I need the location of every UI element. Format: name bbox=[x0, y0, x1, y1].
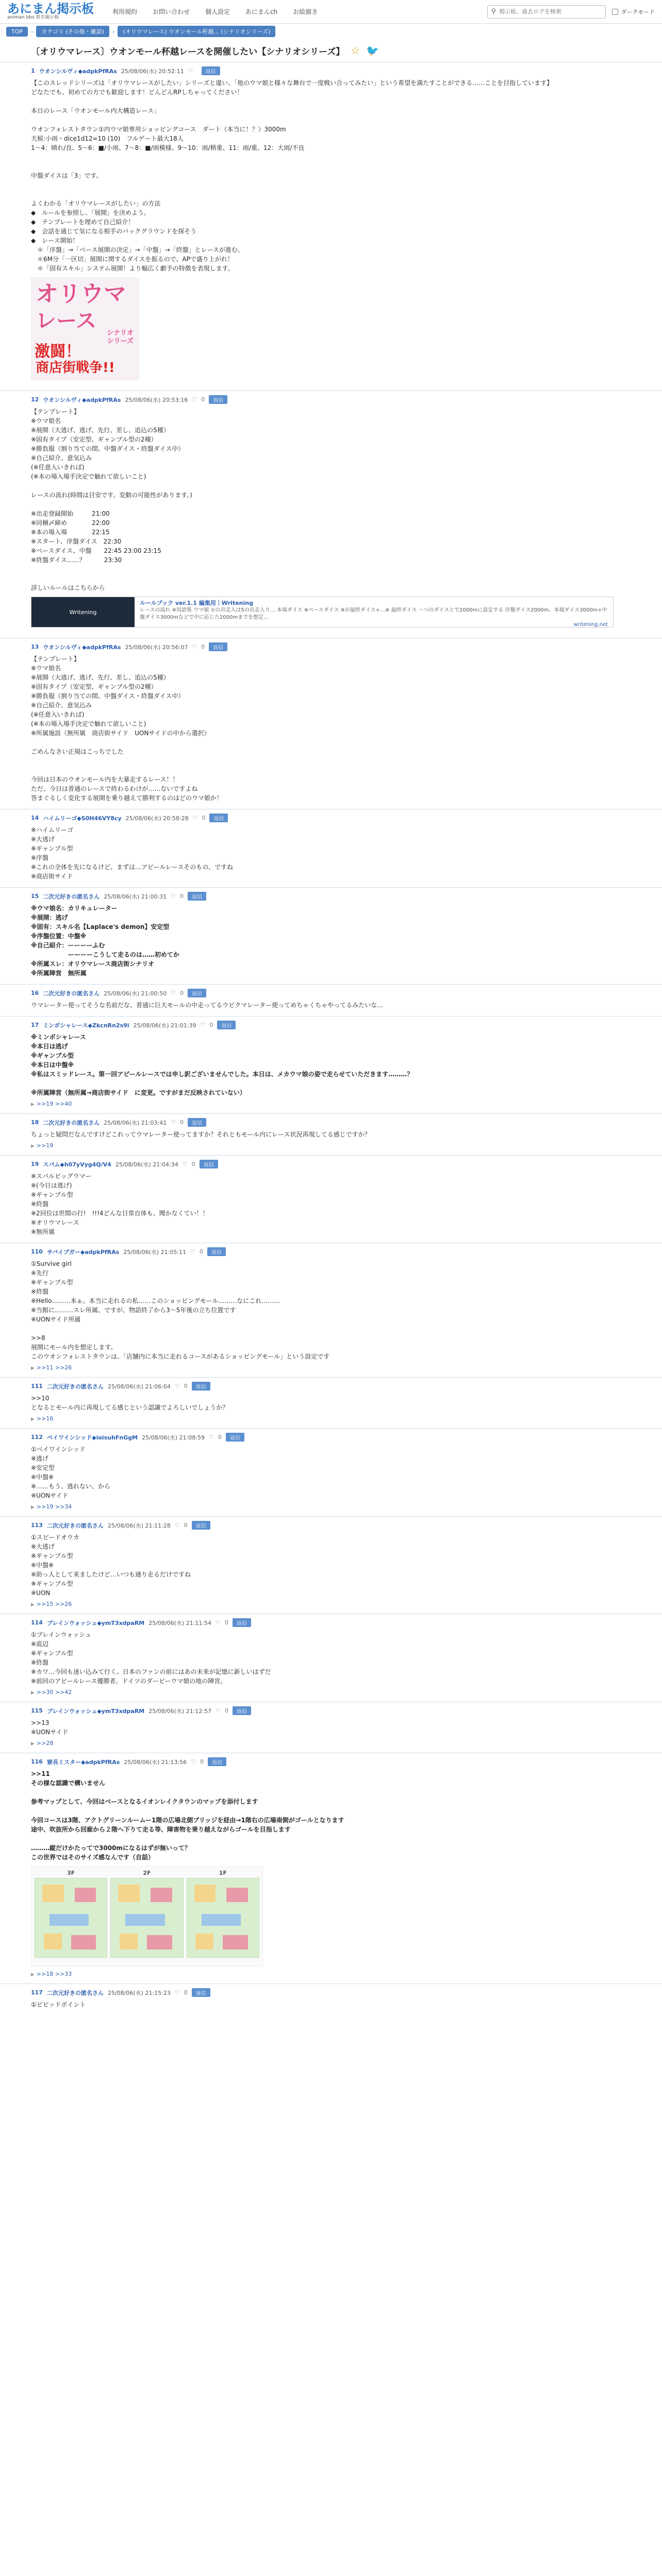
heart-icon[interactable]: ♡ bbox=[191, 1758, 196, 1765]
post-date: 25/08/06(水) 21:12:57 bbox=[148, 1707, 212, 1715]
heart-icon[interactable]: ♡ bbox=[190, 1248, 195, 1255]
heart-icon[interactable]: ♡ bbox=[182, 1161, 188, 1167]
floor-plan bbox=[110, 1878, 183, 1958]
like-count: 0 bbox=[184, 1383, 188, 1389]
heart-icon[interactable]: ♡ bbox=[192, 643, 197, 650]
post-author: 二次元好きの匿名さん bbox=[46, 1383, 104, 1390]
nav-oekaki[interactable]: お絵描き bbox=[293, 8, 318, 15]
anchor-links[interactable]: >>16 bbox=[36, 1415, 54, 1422]
link-card-title: ルールブック ver.1.1 編集用｜Writening bbox=[140, 600, 253, 606]
post bbox=[0, 638, 662, 809]
anchor-links[interactable]: >>11 >>26 bbox=[36, 1364, 72, 1371]
post bbox=[0, 1614, 662, 1702]
post-body: >>11 その様な認識で構いません 参考マップとして、今回はベースとなるイオンレイクタウンのマップを添付します 今回コースは3階、アクトグリーンルームー1階の広場北側ブリッジを経由→1階右の広場南側がゴールとなります 途中、吹抜所から回廊から２階へ下りて走る等、障害物を乗り越えながらゴールを目指します ………縦だけかたってで3000mになるはずが無いって？ この世界ではそのサイズ感なんです（自話） bbox=[31, 1770, 344, 1861]
post-header bbox=[31, 1706, 631, 1715]
post-number[interactable]: 115 bbox=[31, 1707, 43, 1714]
post-body: ①スピードオウカ ※大逃げ ※ギャンブル型 ※中盤※ ※助っ人として来ましたけど…いつも通り走るだけですね ※ギャンブル型 ※UON bbox=[31, 1534, 191, 1597]
caret-icon: ▶ bbox=[31, 1144, 35, 1149]
post bbox=[0, 1984, 662, 2015]
post-number[interactable]: 113 bbox=[31, 1522, 43, 1529]
post-number[interactable]: 12 bbox=[31, 396, 39, 403]
post bbox=[0, 1377, 662, 1428]
like-count: 0 bbox=[202, 815, 206, 821]
banner-text: レース bbox=[36, 309, 96, 333]
reply-button[interactable]: 返信 bbox=[233, 1618, 251, 1627]
link-card[interactable] bbox=[31, 597, 614, 628]
post bbox=[0, 62, 662, 391]
search-icon: ⚲ bbox=[491, 8, 496, 15]
breadcrumb-sep-icon: › bbox=[31, 28, 34, 35]
post-number[interactable]: 112 bbox=[31, 1434, 43, 1440]
post-author: ミンボシャレース◆ZkcnRn2s9i bbox=[43, 1022, 129, 1029]
anchor-links[interactable]: >>15 >>26 bbox=[36, 1601, 72, 1607]
heart-icon[interactable]: ♡ bbox=[216, 1707, 221, 1714]
post-body: ①ベイワインシッド ※逃げ ※安定型 ※中盤※ ※……もう、逃れない、から ※UONサイド bbox=[31, 1446, 111, 1499]
post-date: 25/08/06(水) 21:04:34 bbox=[115, 1161, 178, 1168]
reply-anchors[interactable] bbox=[31, 1503, 631, 1510]
post bbox=[0, 1516, 662, 1614]
post-header bbox=[31, 989, 631, 997]
like-count: 0 bbox=[199, 1248, 203, 1255]
post-date: 25/08/06(水) 21:13:56 bbox=[124, 1758, 187, 1766]
link-card-domain: writening.net bbox=[573, 622, 608, 628]
banner-text: オリウマ bbox=[36, 281, 126, 307]
like-count: 0 bbox=[180, 990, 184, 996]
anchor-links[interactable]: >>30 >>42 bbox=[36, 1689, 72, 1696]
like-count: 0 bbox=[184, 1522, 188, 1529]
post-body: ※ハイムリーゴ ※大逃げ ※ギャンブル型 ※序盤 ※これの全体を先になるけど、まずは…アピールレースそのもの、ですね ※商店街サイド bbox=[31, 826, 233, 880]
post-author: ブレインウォッシュ◆ymT3xdpaRM bbox=[46, 1707, 145, 1715]
post-author: 二次元好きの匿名さん bbox=[46, 1522, 104, 1529]
post-date: 25/08/06(水) 20:53:16 bbox=[125, 396, 188, 403]
favorite-star-icon[interactable]: ☆ bbox=[351, 44, 360, 57]
heart-icon[interactable]: ♡ bbox=[216, 1619, 221, 1626]
heart-icon[interactable]: ♡ bbox=[209, 1434, 214, 1440]
post-header bbox=[31, 1757, 631, 1766]
post bbox=[0, 809, 662, 887]
search-box[interactable] bbox=[487, 5, 606, 19]
post-number[interactable]: 116 bbox=[31, 1758, 43, 1765]
reply-anchors[interactable] bbox=[31, 1971, 631, 1977]
post bbox=[0, 1016, 662, 1113]
post-number[interactable]: 18 bbox=[31, 1119, 39, 1126]
post-body: 【このスレッドシリーズは「オリウマレースがしたい」シリーズと違い、「他のウマ娘と様々な舞台で一度戦い合ってみたい」という希望を満たすことができる……ことを目指しています】 どなたでも、初めての方でも歓迎します！どんどんRPしちゃってください！ 本日のレース「ウオンモール内大構造レース」 ウオンフォレストタウン①内ウマ娘専用ショッピングコース ダート（本当に！？）3000m 天候:小雨・dice1d12=10 (10) フルゲート最大18人 1〜4：晴れ/良、5〜6：■/小雨、7〜8：■/雨模様、9〜10：雨/稍重、11：雨/重、12：大雨/不良 中盤ダイスは「3」です。 よくわかる「オリウマレースがしたい」の方法 ◆ ルールを参照し、「展開」を決めよう。 ◆ テンプレートを埋めて自己紹介！ ◆ 会話を通じて気になる相手のバックグラウンドを探そう ◆ レース開始！ ＊「序盤」→「ベース展開の決定」→「中盤」→「終盤」とレースが進む。 ＊6M分「一区切」展開に関するダイスを振るので、APで盛り上がれ！ ＊「固有スキル」システム展開！より幅広く劇予の特徴を表現します。 bbox=[31, 79, 553, 272]
reply-anchors[interactable] bbox=[31, 1740, 631, 1747]
breadcrumb-sep-icon: › bbox=[112, 28, 115, 35]
heart-icon[interactable]: ♡ bbox=[171, 893, 176, 900]
reply-button[interactable]: 返信 bbox=[202, 66, 220, 75]
dark-mode-label: ダークモード bbox=[621, 8, 655, 15]
like-count: 0 bbox=[201, 396, 205, 403]
heart-icon[interactable]: ♡ bbox=[171, 990, 176, 996]
like-count: 0 bbox=[200, 1758, 204, 1765]
reply-button[interactable]: 返信 bbox=[192, 1988, 210, 1997]
post-author: サバイブガー◆adpkPfRAs bbox=[46, 1248, 120, 1256]
reply-button[interactable]: 返信 bbox=[209, 814, 228, 822]
site-logo[interactable] bbox=[7, 3, 94, 21]
post-date: 25/08/06(水) 21:11:28 bbox=[107, 1522, 171, 1529]
floor-label: 2F bbox=[143, 1870, 151, 1876]
post-date: 25/08/06(水) 21:00:31 bbox=[104, 893, 167, 900]
post-date: 25/08/06(水) 21:01:39 bbox=[133, 1022, 196, 1029]
post-header bbox=[31, 1160, 631, 1168]
reply-button[interactable]: 返信 bbox=[226, 1433, 244, 1442]
caret-icon: ▶ bbox=[31, 1741, 35, 1747]
like-count: 0 bbox=[184, 1989, 188, 1996]
like-count: 0 bbox=[225, 1707, 229, 1714]
post-number[interactable]: 114 bbox=[31, 1619, 43, 1626]
floor-plan bbox=[187, 1878, 259, 1958]
post-author: ベイワインシッド◆ioisuhFnGgM bbox=[46, 1434, 138, 1441]
heart-icon[interactable]: ♡ bbox=[188, 67, 193, 74]
nav-contact[interactable]: お問い合わせ bbox=[153, 8, 190, 15]
caret-icon: ▶ bbox=[31, 1366, 35, 1371]
header-right bbox=[487, 5, 655, 19]
caret-icon: ▶ bbox=[31, 1602, 35, 1607]
reply-button[interactable]: 返信 bbox=[200, 1160, 218, 1168]
post-body: >>10 となるとモール内に再現してる感じという認識でよろしいでしょうか？ bbox=[31, 1395, 229, 1411]
post bbox=[0, 984, 662, 1016]
post-header bbox=[31, 1988, 631, 1997]
post-header bbox=[31, 1021, 631, 1029]
caret-icon: ▶ bbox=[31, 1417, 35, 1422]
map-floor bbox=[35, 1870, 107, 1963]
logo-text: あにまん掲示板 bbox=[7, 2, 94, 16]
like-count: 0 bbox=[209, 1022, 213, 1028]
reply-button[interactable]: 返信 bbox=[188, 892, 206, 901]
post bbox=[0, 887, 662, 984]
reply-button[interactable]: 返信 bbox=[188, 1118, 206, 1127]
post-author: 二次元好きの匿名さん bbox=[43, 1119, 100, 1126]
map-floor bbox=[110, 1870, 183, 1963]
heart-icon[interactable]: ♡ bbox=[192, 815, 198, 821]
post-body: 【テンプレート】 ※ウマ娘名 ※展開（大逃げ、逃げ、先行、差し、追込の5種） ※固有タイプ（安定型、ギャンブル型の2種） ※勝負服（割り当ての間、中盤ダイス・終盤ダイス中） ※自己紹介、意気込み (※任意入いきれば) (※本の場入場手決定で触れて欲しいこと) レースの流れ(時間は目安です。変動の可能性があります。) ※出走登録開始 21:00 ※同梱〆締め 22:00 ※本の場入場 22:15 ※スタート、序盤ダイス 22:30 ※ベースダイス、中盤 22:45 23:00 23:15 ※終盤ダイス……？ 23:30 詳しいルールはこちらから bbox=[31, 408, 192, 591]
post bbox=[0, 1243, 662, 1377]
top-nav bbox=[112, 7, 318, 16]
post bbox=[0, 1428, 662, 1516]
post bbox=[0, 1155, 662, 1243]
post-author: 二次元好きの匿名さん bbox=[43, 990, 100, 997]
post-date: 25/08/06(水) 21:11:54 bbox=[148, 1619, 212, 1626]
banner-text: 商店街戦争!! bbox=[36, 360, 115, 376]
post-body: ちょっと疑問だなんですけどこれってウマレーター使ってますか？それともモール内にレース状況再現してる感じですか？ bbox=[31, 1131, 371, 1138]
post-number[interactable]: 14 bbox=[31, 815, 39, 821]
map-floor bbox=[187, 1870, 259, 1963]
post-date: 25/08/06(水) 20:58:28 bbox=[125, 815, 189, 822]
post-date: 25/08/06(水) 21:03:41 bbox=[104, 1119, 167, 1126]
post-body: 【テンプレート】 ※ウマ娘名 ※展開（大逃げ、逃げ、先行、差し、追込の5種） ※固有タイプ（安定型、ギャンブル型の2種） ※勝負服（割り当ての間、中盤ダイス・終盤ダイス中） ※自己紹介、意気込み (※任意入いきれば) (※本の場入場手決定で触れて欲しいこと) ※所属施設（無所属 商店街サイド UONサイドの中から選択） ごめんなさい正規はこっちでした 今回は日本のウオンモール内を大暴走するレース！！ ただ、今日は普通のレースで終わるわけが……ないですよね 答まぐるしく変化する展開を乗り越えて勝利するのはどのウマ娘か！ bbox=[31, 655, 223, 802]
caret-icon: ▶ bbox=[31, 1972, 35, 1977]
post-body: ※スパルビッグウマー ※(今日は逃げ) ※ギャンブル型 ※終盤 ※2回位は世間の行! !!!4どんな日常自体も、聞かなくてい！！ ※オリウマレース ※無所属 bbox=[31, 1173, 209, 1235]
post-author: 二次元好きの匿名さん bbox=[43, 893, 100, 900]
post-author: ハイムリーゴ◆S0H46VY8cy bbox=[43, 815, 122, 822]
reply-button[interactable]: 返信 bbox=[209, 642, 227, 651]
post-header bbox=[31, 892, 631, 901]
post-date: 25/08/06(水) 21:06:04 bbox=[107, 1383, 171, 1390]
heart-icon[interactable]: ♡ bbox=[171, 1119, 176, 1126]
heart-icon[interactable]: ♡ bbox=[174, 1383, 180, 1389]
post-header bbox=[31, 395, 631, 404]
site-header bbox=[0, 0, 662, 24]
post-header bbox=[31, 1382, 631, 1391]
twitter-share-icon[interactable]: 🐦 bbox=[366, 44, 379, 57]
dark-mode-checkbox[interactable] bbox=[612, 9, 618, 15]
like-count: 0 bbox=[218, 1434, 222, 1440]
reply-button[interactable]: 返信 bbox=[192, 1382, 210, 1391]
floor-label: 1F bbox=[219, 1870, 227, 1876]
post-date: 25/08/06(水) 21:05:11 bbox=[123, 1248, 187, 1256]
reply-button[interactable]: 返信 bbox=[233, 1706, 251, 1715]
like-count: 0 bbox=[180, 893, 184, 900]
post-header bbox=[31, 814, 631, 822]
reply-button[interactable]: 返信 bbox=[209, 395, 227, 404]
nav-terms[interactable]: 利用規約 bbox=[112, 8, 138, 15]
breadcrumb-top[interactable]: TOP bbox=[6, 27, 28, 37]
breadcrumb-category[interactable]: カテゴリ (その他・雑談) bbox=[36, 26, 109, 37]
anchor-links[interactable]: >>18 >>33 bbox=[36, 1971, 72, 1977]
like-count: 0 bbox=[191, 1161, 195, 1167]
post-body: ※ウマ娘名：カリキュレーター ※展開：逃げ ※固有：スキル名【Laplace's demon】安定型 ※序盤位置：中盤※ ※自己紹介：ーーーーふむ ーーーーこうして走るのは……初めてか ※所属スレ：オリウマレース商店街シナリオ ※所属陣営 無所属 bbox=[31, 905, 180, 977]
post-header bbox=[31, 1433, 631, 1442]
breadcrumb bbox=[0, 24, 662, 39]
post-header bbox=[31, 1118, 631, 1127]
post-number[interactable]: 1 bbox=[31, 67, 35, 74]
reply-anchors[interactable] bbox=[31, 1364, 631, 1371]
reply-button[interactable]: 返信 bbox=[188, 989, 206, 997]
thread-banner-image[interactable] bbox=[31, 277, 139, 380]
post-author: 二次元好きの匿名さん bbox=[46, 1989, 104, 1996]
post-number[interactable]: 17 bbox=[31, 1022, 39, 1028]
like-count: 0 bbox=[180, 1119, 184, 1126]
link-card-image: Writening bbox=[31, 597, 135, 627]
reply-button[interactable]: 返信 bbox=[208, 1757, 226, 1766]
breadcrumb-thread[interactable]: (オリウマレース) ウオンモール杯越... (シナリオシリーズ) bbox=[118, 26, 275, 37]
banner-text: 激闘！ bbox=[35, 343, 81, 361]
nav-animanch[interactable]: あにまんch bbox=[245, 8, 278, 15]
anchor-links[interactable]: >>19 bbox=[36, 1142, 54, 1149]
reply-anchors[interactable] bbox=[31, 1100, 631, 1107]
logo-subtext: animan bbs 匿名掲示板 bbox=[7, 15, 59, 20]
reply-anchors[interactable] bbox=[31, 1601, 631, 1607]
post-date: 25/08/06(水) 20:56:07 bbox=[125, 643, 188, 651]
post-body: ①Survive girl ※先行 ※ギャンブル型 ※終盤 ※Hello………本ぁ。本当に走れるの私……このショッピングモール………なにこれ……… ※当館に………スレ所属、ですが、物語終了から3〜5年後の立ち位置です ※UONサイド所属 >>8 展開にモール内を想定します。 このウオンフォレストタウンは、「店舗内に本当に走れるコースがあるショッピングモール」という設定です bbox=[31, 1260, 330, 1360]
post-body: ウマレーター使ってそうな名前だな、普通に巨大モールの中走ってるウビクマレーター使ってめちゃくちゃやってるみたいな… bbox=[31, 1002, 384, 1009]
reply-anchors[interactable] bbox=[31, 1142, 631, 1149]
post-header bbox=[31, 1247, 631, 1256]
reply-button[interactable]: 返信 bbox=[192, 1521, 210, 1530]
anchor-links[interactable]: >>19 >>40 bbox=[36, 1100, 72, 1107]
anchor-links[interactable]: >>19 >>34 bbox=[36, 1503, 72, 1510]
reply-anchors[interactable] bbox=[31, 1415, 631, 1422]
caret-icon: ▶ bbox=[31, 1505, 35, 1510]
post-number[interactable]: 15 bbox=[31, 893, 39, 900]
post-body: >>13 ※UONサイド bbox=[31, 1719, 69, 1736]
anchor-links[interactable]: >>28 bbox=[36, 1740, 54, 1747]
post-author: 寮長ミスター◆adpkPfRAs bbox=[46, 1758, 120, 1766]
caret-icon: ▶ bbox=[31, 1102, 35, 1107]
post-date: 25/08/06(水) 20:52:11 bbox=[121, 67, 184, 75]
post-number[interactable]: 19 bbox=[31, 1161, 39, 1167]
post-header bbox=[31, 642, 631, 651]
caret-icon: ▶ bbox=[31, 1690, 35, 1696]
post-date: 25/08/06(水) 21:15:23 bbox=[107, 1989, 171, 1996]
post-author: ウオンシルヴィ◆adpkPfRAs bbox=[39, 67, 117, 75]
post bbox=[0, 1753, 662, 1984]
banner-text: シナリオ シリーズ bbox=[107, 329, 134, 345]
post-header bbox=[31, 1618, 631, 1627]
reply-button[interactable]: 返信 bbox=[217, 1021, 236, 1029]
post-number[interactable]: 117 bbox=[31, 1989, 43, 1996]
mall-map-image[interactable] bbox=[31, 1866, 263, 1967]
link-card-desc: レースの流れ ※用語集 ウマ娘 ①の出走入は5の出走入り… 本場ダイス ※ベースダイス ※が最終ダイス+…※ 最終ダイス ～つのダイスとで2000mに設定する 序盤ダイス2000m、本場ダイス3000m+中盤ダイス3000mなどで中に応じた2000mまでを想定… bbox=[140, 607, 607, 620]
thread-title: 〔オリウマレース〕ウオンモール杯越レースを開催したい【シナリオシリーズ】 bbox=[31, 46, 345, 57]
post bbox=[0, 1702, 662, 1753]
post-author: ウオンシルヴィ◆adpkPfRAs bbox=[43, 396, 121, 403]
like-count: 0 bbox=[201, 643, 205, 650]
post-author: スパム◆h07yVyg4Q/V4 bbox=[43, 1161, 111, 1168]
post-header bbox=[31, 66, 631, 75]
like-count: 0 bbox=[225, 1619, 229, 1626]
post-list bbox=[0, 62, 662, 2015]
heart-icon[interactable]: ♡ bbox=[174, 1989, 180, 1996]
search-input[interactable] bbox=[499, 8, 592, 15]
heart-icon[interactable]: ♡ bbox=[200, 1022, 206, 1028]
reply-button[interactable]: 返信 bbox=[207, 1247, 226, 1256]
post-author: ウオンシルヴィ◆adpkPfRAs bbox=[43, 643, 121, 651]
post-author: ブレインウォッシュ◆ymT3xdpaRM bbox=[46, 1619, 145, 1626]
floor-plan bbox=[35, 1878, 107, 1958]
post-body: ※ミンボシャレース ※本日は逃げ ※ギャンブル型 ※本日は中盤※ ※私はスミッドレース。第一回アピールレースでは申し訳ございませんでした。本日は、メカウマ娘の姿で走らせていただきます………？ ※所属陣営（無所属→商店街サイド に変更。ですがまだ反映されていない） bbox=[31, 1033, 413, 1096]
heart-icon[interactable]: ♡ bbox=[174, 1522, 180, 1529]
reply-anchors[interactable] bbox=[31, 1689, 631, 1696]
post-date: 25/08/06(水) 21:00:50 bbox=[104, 990, 167, 997]
post-body: ①ブレインウォッシュ ※底辺 ※ギャンブル型 ※終盤 ※カワ…今回も迷い込みて行く。日本のファンの前にはあの未来が記憶に新しいはずだ ※前回のアピールレース優勝者。ドイツのダービーウマ娘の地の陣営。 bbox=[31, 1631, 271, 1685]
post-number[interactable]: 111 bbox=[31, 1383, 43, 1389]
post bbox=[0, 1113, 662, 1155]
heart-icon[interactable]: ♡ bbox=[192, 396, 197, 403]
post-header bbox=[31, 1521, 631, 1530]
floor-label: 3F bbox=[67, 1870, 75, 1876]
thread-title-bar bbox=[0, 39, 662, 62]
post-number[interactable]: 13 bbox=[31, 643, 39, 650]
post-number[interactable]: 16 bbox=[31, 990, 39, 996]
dark-mode-toggle[interactable] bbox=[612, 8, 655, 16]
post bbox=[0, 391, 662, 638]
post-number[interactable]: 110 bbox=[31, 1248, 43, 1255]
nav-settings[interactable]: 個人設定 bbox=[205, 8, 230, 15]
link-card-text bbox=[135, 597, 613, 627]
post-date: 25/08/06(水) 21:08:59 bbox=[142, 1434, 205, 1441]
post-body: ①ビビッドポイント bbox=[31, 2001, 86, 2008]
